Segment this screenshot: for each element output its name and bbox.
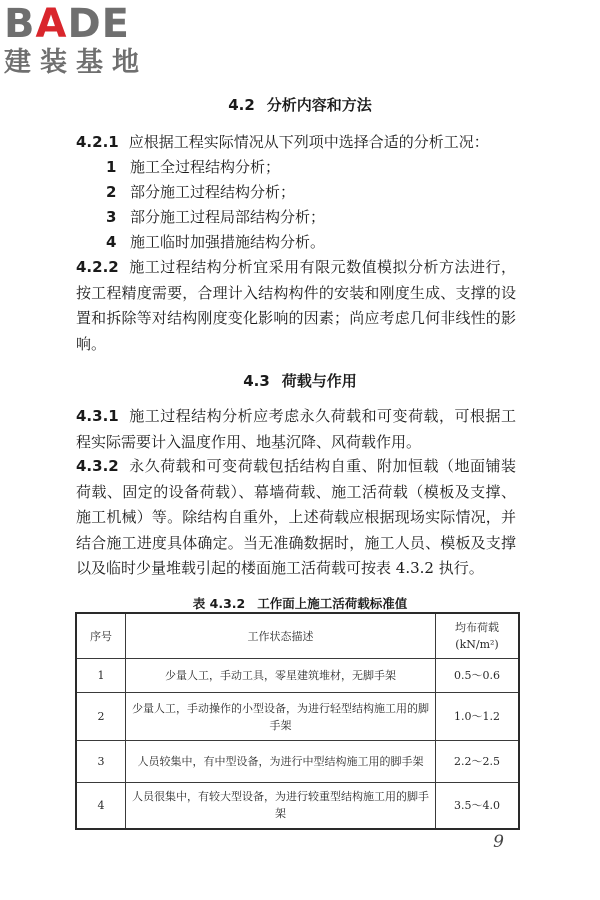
header-no: 序号 <box>76 613 126 659</box>
section-title-4-3: 4.3 荷载与作用 <box>243 372 357 390</box>
list-item: 3 部分施工过程局部结构分析； <box>106 208 326 226</box>
logo-subtitle: 建装基地 <box>4 47 148 78</box>
cell-no: 4 <box>76 783 126 829</box>
cell-desc: 人员较集中，有中型设备，为进行中型结构施工用的脚手架 <box>126 741 436 783</box>
cell-desc: 少量人工，手动工具，零星建筑堆材，无脚手架 <box>126 659 436 693</box>
cell-no: 3 <box>76 741 126 783</box>
clause-4-3-2: 4.3.2 永久荷载和可变荷载包括结构自重、附加恒载（地面铺装荷载、固定的设备荷载）、幕墙荷载、施工活荷载（模板及支撑、施工机械）等。除结构自重外，上述荷载应根据现场实际情况，并结合施工进度具体确定。当无准确数据时，施工人员、模板及支撑以及临时少量堆载引起的楼面施工活荷载可按表 4.3.2 执行。 <box>76 457 516 577</box>
list-item: 1 施工全过程结构分析； <box>106 158 281 176</box>
cell-load: 1.0～1.2 <box>436 693 520 741</box>
load-table <box>75 612 520 830</box>
cell-desc: 少量人工，手动操作的小型设备，为进行轻型结构施工用的脚手架 <box>126 693 436 741</box>
cell-load: 0.5～0.6 <box>436 659 520 693</box>
table-header-row <box>76 613 519 659</box>
header-desc: 工作状态描述 <box>126 613 436 659</box>
cell-load: 3.5～4.0 <box>436 783 520 829</box>
cell-load: 2.2～2.5 <box>436 741 520 783</box>
clause-4-2-2: 4.2.2 施工过程结构分析宜采用有限元数值模拟分析方法进行，按工程精度需要，合理计入结构构件的安装和刚度生成、支撑的设置和拆除等对结构刚度变化影响的因素；尚应考虑几何非线性的影响。 <box>76 258 516 353</box>
section-title-4-2: 4.2 分析内容和方法 <box>228 96 372 114</box>
table-row <box>76 783 519 829</box>
cell-desc: 人员很集中，有较大型设备，为进行较重型结构施工用的脚手架 <box>126 783 436 829</box>
list-item: 4 施工临时加强措施结构分析。 <box>106 233 326 251</box>
table-row <box>76 693 519 741</box>
logo <box>4 2 184 80</box>
cell-no: 1 <box>76 659 126 693</box>
table-row <box>76 741 519 783</box>
list-item: 2 部分施工过程结构分析； <box>106 183 296 201</box>
table-caption: 表 4.3.2 工作面上施工活荷载标准值 <box>192 596 408 611</box>
table-row <box>76 659 519 693</box>
page-number: 9 <box>493 832 504 852</box>
cell-no: 2 <box>76 693 126 741</box>
clause-4-3-1: 4.3.1 施工过程结构分析应考虑永久荷载和可变荷载，可根据工程实际需要计入温度作用、地基沉降、风荷载作用。 <box>76 407 516 451</box>
header-load: 均布荷载 (kN/m²) <box>436 613 520 659</box>
clause-4-2-1: 4.2.1 应根据工程实际情况从下列项中选择合适的分析工况： <box>76 133 489 151</box>
logo-wordmark: BADE <box>4 1 130 47</box>
